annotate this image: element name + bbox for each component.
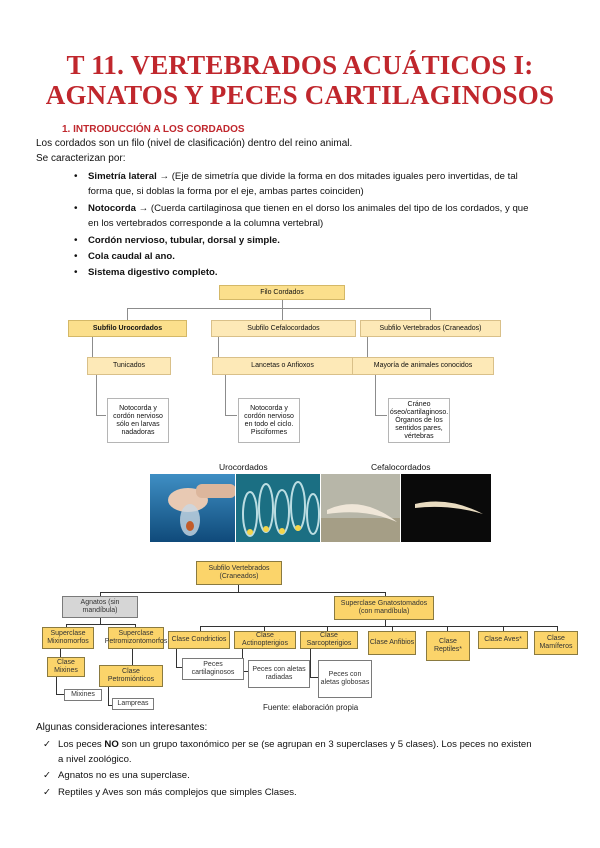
- mayoria-label: Mayoría de animales conocidos: [373, 362, 473, 369]
- bullet-1: [74, 169, 568, 199]
- agnatos-box: [62, 596, 138, 618]
- note-item-2: [43, 768, 578, 783]
- connector: [96, 415, 106, 416]
- bullet-2: [74, 201, 568, 231]
- subfilo-vertebrados-box: [360, 320, 501, 337]
- bullet-term: Cola caudal al ano.: [88, 251, 175, 262]
- bullet-text: → (Cuerda cartilaginosa que tienen en el dorso los animales del tipo de los cordados, y que: [135, 203, 529, 214]
- bullet-term: Notocorda: [88, 203, 136, 214]
- subfilo-urocordados-box: [68, 320, 187, 337]
- mixines-label: Mixines: [71, 691, 95, 698]
- subfilo-vertebrados-label: Subfilo Vertebrados (Craneados): [379, 324, 482, 332]
- mixinomorfos-label: Superclase Mixinomorfos: [47, 630, 89, 645]
- clase-sarcopterigios-label: Clase Sarcopterigios: [306, 632, 352, 647]
- clase-condrictios-label: Clase Condrictios: [171, 636, 227, 643]
- desc-vertebrados-box: [388, 398, 450, 443]
- bullet-term: Sistema digestivo completo.: [88, 267, 218, 278]
- lampreas-label: Lampreas: [117, 700, 149, 707]
- photo-label-urocordados: Urocordados: [219, 462, 268, 472]
- mayoria-box: [352, 357, 494, 375]
- bullet-4: [74, 249, 568, 264]
- lampreas-box: [112, 698, 154, 710]
- check-icon: ✓: [43, 770, 52, 781]
- clase-mixines-label: Clase Mixines: [54, 659, 78, 674]
- connector: [60, 649, 61, 657]
- peces-globosas-box: [318, 660, 372, 698]
- desc-urocordados-box: [107, 398, 169, 443]
- peces-cartilaginosos-box: [182, 658, 244, 680]
- clase-petromizontidos-label: Clase Petromiónticos: [107, 668, 155, 683]
- petromizontomorfos-box: [104, 627, 168, 649]
- clase-reptiles-label: Clase Reptiles*: [433, 638, 462, 653]
- peces-radiadas-label: Peces con aletas radiadas: [252, 666, 306, 681]
- lancetas-box: [212, 357, 353, 375]
- diagram-root-box: [219, 285, 345, 300]
- clase-anfibios-box: [368, 631, 416, 655]
- page-title-line2: AGNATOS Y PECES CARTILAGINOSOS: [45, 80, 555, 110]
- bullet-3: [74, 233, 568, 248]
- bullet-dot: •: [74, 267, 78, 278]
- connector: [310, 677, 318, 678]
- bullet-term: Cordón nervioso, tubular, dorsal y simple.: [88, 235, 280, 246]
- connector: [238, 585, 239, 592]
- note-text-cont: a nivel zoológico.: [58, 754, 132, 765]
- connector: [96, 375, 97, 415]
- clase-reptiles-box: [426, 631, 470, 661]
- mixinomorfos-box: [42, 627, 94, 649]
- intro-text-1: Los cordados son un filo (nivel de clasificación) dentro del reino animal.: [36, 138, 353, 149]
- subfilo-urocordados-label: Subfilo Urocordados: [92, 324, 163, 332]
- clase-condrictios-box: [168, 631, 230, 649]
- petromizontomorfos-label: Superclase Petromizontomorfos: [104, 630, 168, 645]
- bullet-dot: •: [74, 203, 78, 214]
- note-text: Los peces: [58, 739, 105, 750]
- d2-root-label: Subfilo Vertebrados (Craneados): [208, 565, 270, 580]
- note-item-3: [43, 785, 578, 800]
- connector: [108, 687, 109, 705]
- clase-actinopterigios-label: Clase Actinopterigios: [242, 632, 288, 647]
- peces-cartilaginosos-label: Peces cartilaginosos: [191, 661, 235, 676]
- note-text-post: son un grupo taxonómico per se (se agrupan en 3 superclases y 5 clases). Los peces no existen: [118, 739, 532, 750]
- photo-tunicate-colony: [236, 474, 320, 542]
- photo-lancelet-sand-image: [321, 474, 400, 542]
- clase-petromizontidos-box: [99, 665, 163, 687]
- photo-tunicate-hand-image: [150, 474, 235, 542]
- desc-vertebrados-label: Cráneo óseo/cartilaginoso. Órganos de los sentidos pares, vértebras: [389, 400, 449, 440]
- check-icon: ✓: [43, 787, 52, 798]
- clase-sarcopterigios-box: [300, 631, 358, 649]
- subfilo-cefalocordados-label: Subfilo Cefalocordados: [247, 324, 320, 332]
- mixines-box: [64, 689, 102, 701]
- bullet-text-cont: forma que, si doblas la forma por el eje, ambas partes coinciden): [88, 186, 364, 197]
- page-title-line1: T 11. VERTEBRADOS ACUÁTICOS I:: [66, 50, 534, 80]
- note-text: Agnatos no es una superclase.: [58, 770, 190, 781]
- photo-lancelet-sand: [321, 474, 400, 542]
- gnatostomados-box: [334, 596, 434, 620]
- connector: [132, 649, 133, 665]
- note-bold: NO: [104, 739, 119, 750]
- subfilo-cefalocordados-box: [211, 320, 356, 337]
- clase-mamiferos-box: [534, 631, 578, 655]
- connector: [225, 415, 237, 416]
- connector: [430, 308, 431, 320]
- connector: [56, 677, 57, 694]
- photo-lancelet-dark: [401, 474, 491, 542]
- agnatos-label: Agnatos (sin mandíbula): [80, 599, 120, 614]
- clase-anfibios-label: Clase Anfibios: [369, 639, 415, 646]
- note-item-1: [43, 737, 578, 767]
- photo-lancelet-dark-image: [401, 474, 491, 542]
- connector: [375, 415, 387, 416]
- clase-aves-label: Clase Aves*: [484, 636, 522, 643]
- peces-globosas-label: Peces con aletas globosas: [320, 671, 370, 686]
- connector: [375, 375, 376, 415]
- connector: [176, 649, 177, 667]
- bullet-dot: •: [74, 171, 78, 182]
- clase-mamiferos-label: Clase Mamíferos: [539, 635, 573, 650]
- connector: [66, 624, 136, 625]
- connector: [127, 308, 128, 320]
- connector: [282, 300, 283, 308]
- section-heading: 1. INTRODUCCIÓN A LOS CORDADOS: [62, 124, 245, 135]
- clase-mixines-box: [47, 657, 85, 677]
- gnatostomados-label: Superclase Gnatostomados (con mandíbula): [340, 600, 428, 615]
- bullet-term: Simetría lateral: [88, 171, 157, 182]
- intro-text-2: Se caracterizan por:: [36, 153, 126, 164]
- bullet-dot: •: [74, 251, 78, 262]
- bullet-dot: •: [74, 235, 78, 246]
- desc-cefalocordados-box: [238, 398, 300, 443]
- note-text: Reptiles y Aves son más complejos que simples Clases.: [58, 787, 297, 798]
- check-icon: ✓: [43, 739, 52, 750]
- bullet-text: → (Eje de simetría que divide la forma en dos mitades iguales pero invertidas, de tal: [156, 171, 518, 182]
- clase-aves-box: [478, 631, 528, 649]
- photo-tunicate-colony-image: [236, 474, 320, 542]
- peces-radiadas-box: [248, 660, 310, 688]
- bullet-text-cont: en los vertebrados corresponde a la columna vertebral): [88, 218, 324, 229]
- diagram-root-label: Filo Cordados: [260, 288, 304, 296]
- clase-actinopterigios-box: [234, 631, 296, 649]
- d2-root-box: [196, 561, 282, 585]
- connector: [127, 308, 430, 309]
- connector: [282, 308, 283, 320]
- lancetas-label: Lancetas o Anfioxos: [251, 362, 314, 369]
- photo-tunicate-hand: [150, 474, 235, 542]
- connector: [310, 649, 311, 677]
- connector: [100, 592, 386, 593]
- photo-label-cefalocordados: Cefalocordados: [371, 462, 431, 472]
- tunicados-box: [87, 357, 171, 375]
- connector: [200, 626, 558, 627]
- desc-cefalocordados-label: Notocorda y cordón nervioso en todo el ciclo. Pisciformes: [244, 404, 294, 436]
- bullet-5: [74, 265, 568, 280]
- desc-urocordados-label: Notocorda y cordón nervioso sólo en larvas nadadoras: [113, 404, 163, 436]
- connector: [225, 375, 226, 415]
- diagram-source: Fuente: elaboración propia: [263, 703, 359, 712]
- tunicados-label: Tunicados: [112, 362, 146, 369]
- connector: [56, 694, 64, 695]
- notes-heading: Algunas consideraciones interesantes:: [36, 722, 208, 733]
